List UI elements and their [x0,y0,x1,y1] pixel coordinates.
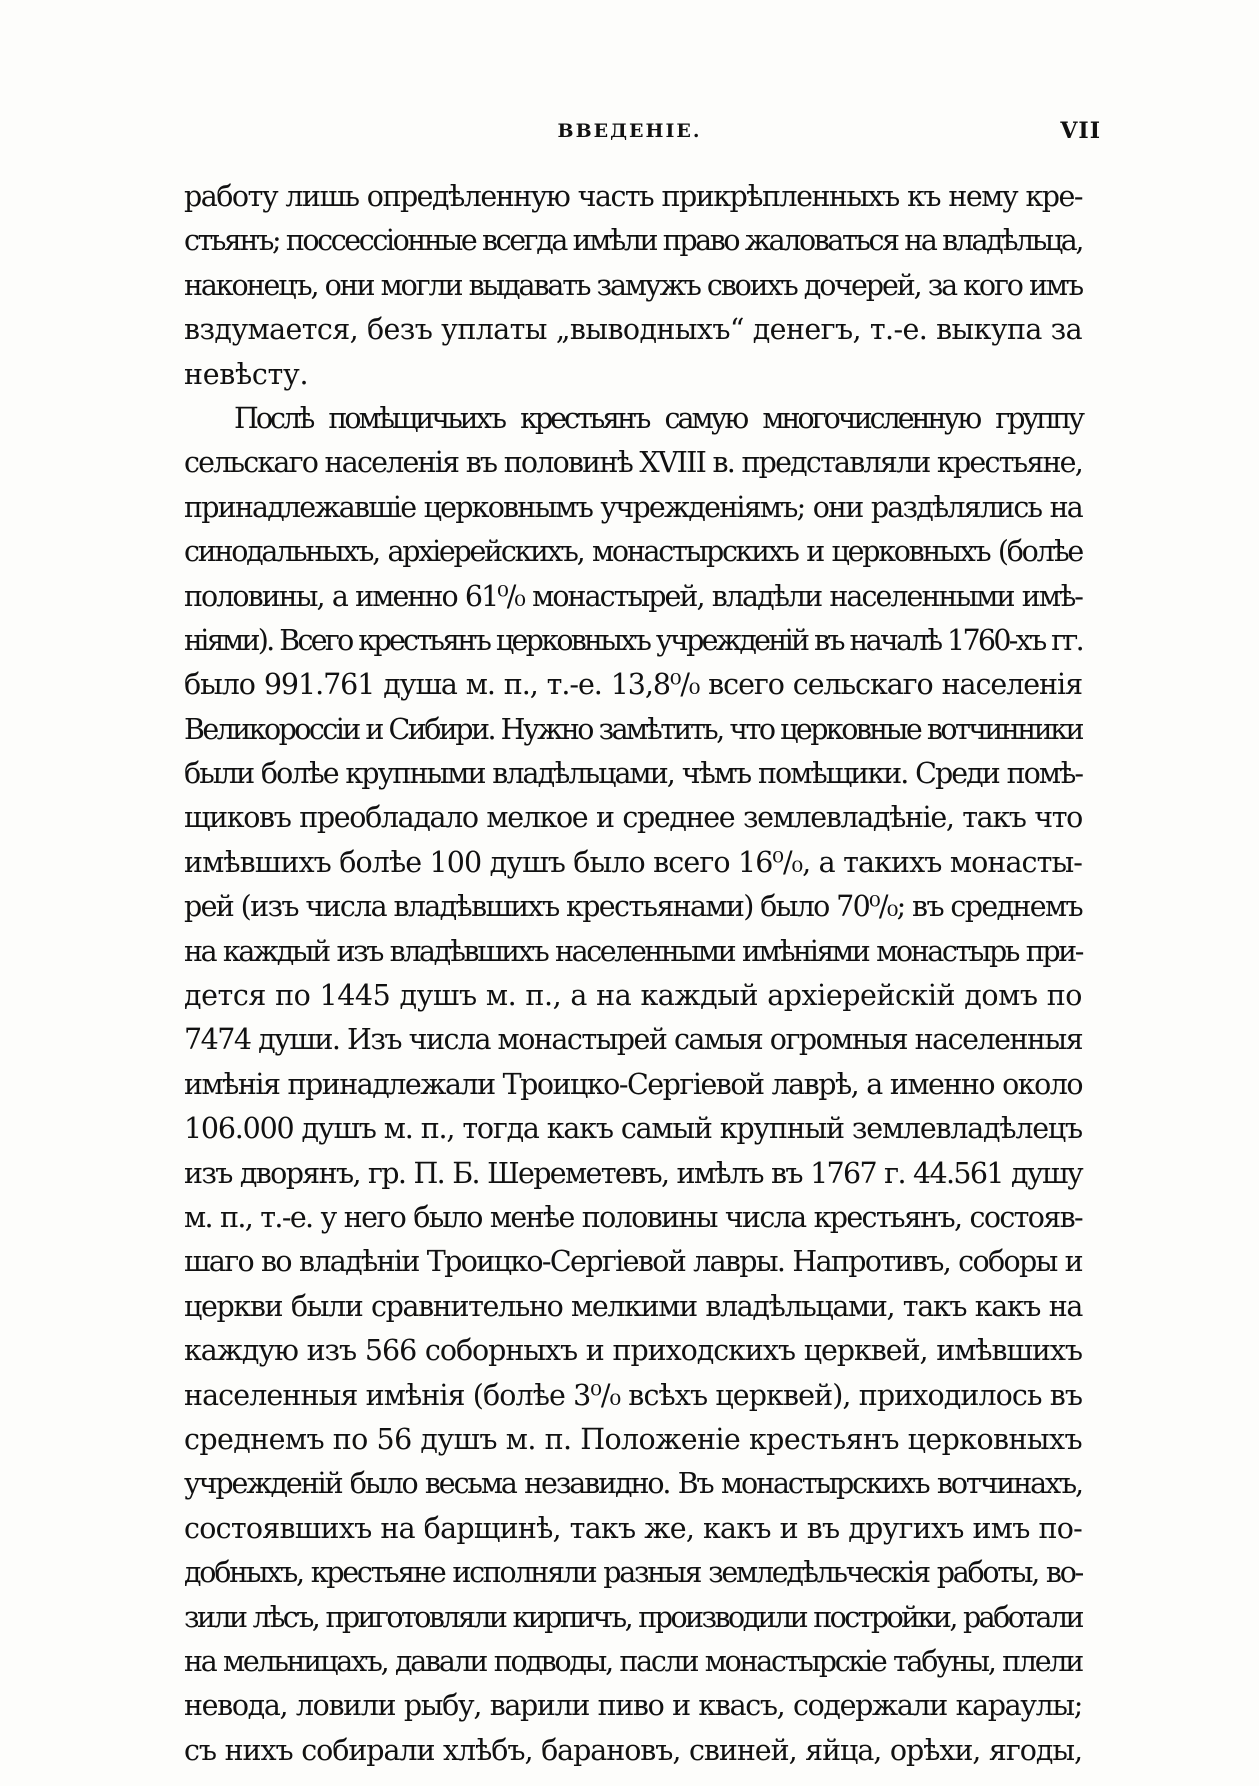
text-line: церкви были сравнительно мелкими владѣльцами, такъ какъ на [184,1289,1082,1323]
text-line: на каждый изъ владѣвшихъ населенными имѣніями монастырь при- [184,934,1082,968]
running-title: ВВЕДЕНIЕ. [557,120,702,142]
text-line: среднемъ по 56 душъ м. п. Положеніе крестьянъ церковныхъ [184,1422,1082,1456]
text-line: 7474 души. Изъ числа монастырей самыя огромныя населенныя [184,1023,1083,1057]
body-text [184,175,1082,1773]
text-line: имѣвшихъ болѣе 100 душъ было всего 16⁰/₀, а такихъ монасты- [184,845,1082,879]
text-line: состоявшихъ на барщинѣ, такъ же, какъ и въ другихъ имъ по- [184,1511,1082,1545]
text-line: работу лишь опредѣленную часть прикрѣпленныхъ къ нему кре- [184,180,1082,213]
text-line: изъ дворянъ, гр. П. Б. Шереметевъ, имѣлъ въ 1767 г. 44.561 душу [184,1156,1082,1190]
text-line: щиковъ преобладало мелкое и среднее землевладѣніе, такъ что [184,801,1082,835]
text-line: наконецъ, они могли выдавать замужъ своихъ дочерей, за кого имъ [184,268,1082,302]
text-line: принадлежавшіе церковнымъ учрежденіямъ; они раздѣлялись на [184,490,1082,524]
text-line: вздумается, безъ уплаты „выводныхъ“ денегъ, т.-е. выкупа за [184,313,1082,347]
text-line: синодальныхъ, архіерейскихъ, монастырскихъ и церковныхъ (болѣе [184,535,1082,569]
page-number: VII [1060,118,1101,144]
text-line: шаго во владѣніи Троицко-Сергіевой лавры. Напротивъ, соборы и [184,1245,1082,1279]
text-line: стьянъ; поссессіонные всегда имѣли право жаловаться на владѣльца, [184,224,1082,258]
text-line: было 991.761 душа м. п., т.-е. 13,8⁰/₀ всего сельскаго населенія [184,668,1082,702]
running-head [0,120,1259,150]
text-line: населенныя имѣнія (болѣе 3⁰/₀ всѣхъ церквей), приходилось въ [184,1378,1083,1412]
text-line: каждую изъ 566 соборныхъ и приходскихъ церквей, имѣвшихъ [184,1334,1082,1368]
text-line: 106.000 душъ м. п., тогда какъ самый крупный землевладѣлецъ [184,1112,1082,1146]
text-line: невода, ловили рыбу, варили пиво и квасъ, содержали караулы; [184,1689,1082,1723]
text-line: сельскаго населенія въ половинѣ XVIII в. представляли крестьяне, [184,446,1082,480]
paragraph-end-line: невѣсту. [184,357,309,391]
text-line: Великороссіи и Сибири. Нужно замѣтить, что церковные вотчинники [184,712,1082,746]
text-line: добныхъ, крестьяне исполняли разныя земледѣльческія работы, во- [184,1556,1082,1590]
text-line: съ нихъ собирали хлѣбъ, барановъ, свиней, яйца, орѣхи, ягоды, [184,1733,1082,1767]
text-line: рей (изъ числа владѣвшихъ крестьянами) было 70⁰/₀; въ среднемъ [184,890,1082,924]
text-line: зили лѣсъ, приготовляли кирпичъ, производили постройки, работали [184,1600,1082,1634]
text-line: имѣнія принадлежали Троицко-Сергіевой лаврѣ, а именно около [184,1067,1082,1101]
text-line: половины, а именно 61⁰/₀ монастырей, владѣли населенными имѣ- [184,579,1082,613]
text-line: на мельницахъ, давали подводы, пасли монастырскіе табуны, плели [184,1644,1082,1678]
text-line: м. п., т.-е. у него было менѣе половины числа крестьянъ, состояв- [184,1200,1082,1234]
paragraph-start-line: Послѣ помѣщичьихъ крестьянъ самую многочисленную группу [234,401,1082,435]
text-line: дется по 1445 душъ м. п., а на каждый архіерейскій домъ по [184,979,1082,1013]
text-line: ніями). Всего крестьянъ церковныхъ учрежденій въ началѣ 1760-хъ гг. [184,623,1082,657]
text-line: учрежденій было весьма незавидно. Въ монастырскихъ вотчинахъ, [184,1467,1082,1501]
text-line: были болѣе крупными владѣльцами, чѣмъ помѣщики. Среди помѣ- [184,757,1082,791]
